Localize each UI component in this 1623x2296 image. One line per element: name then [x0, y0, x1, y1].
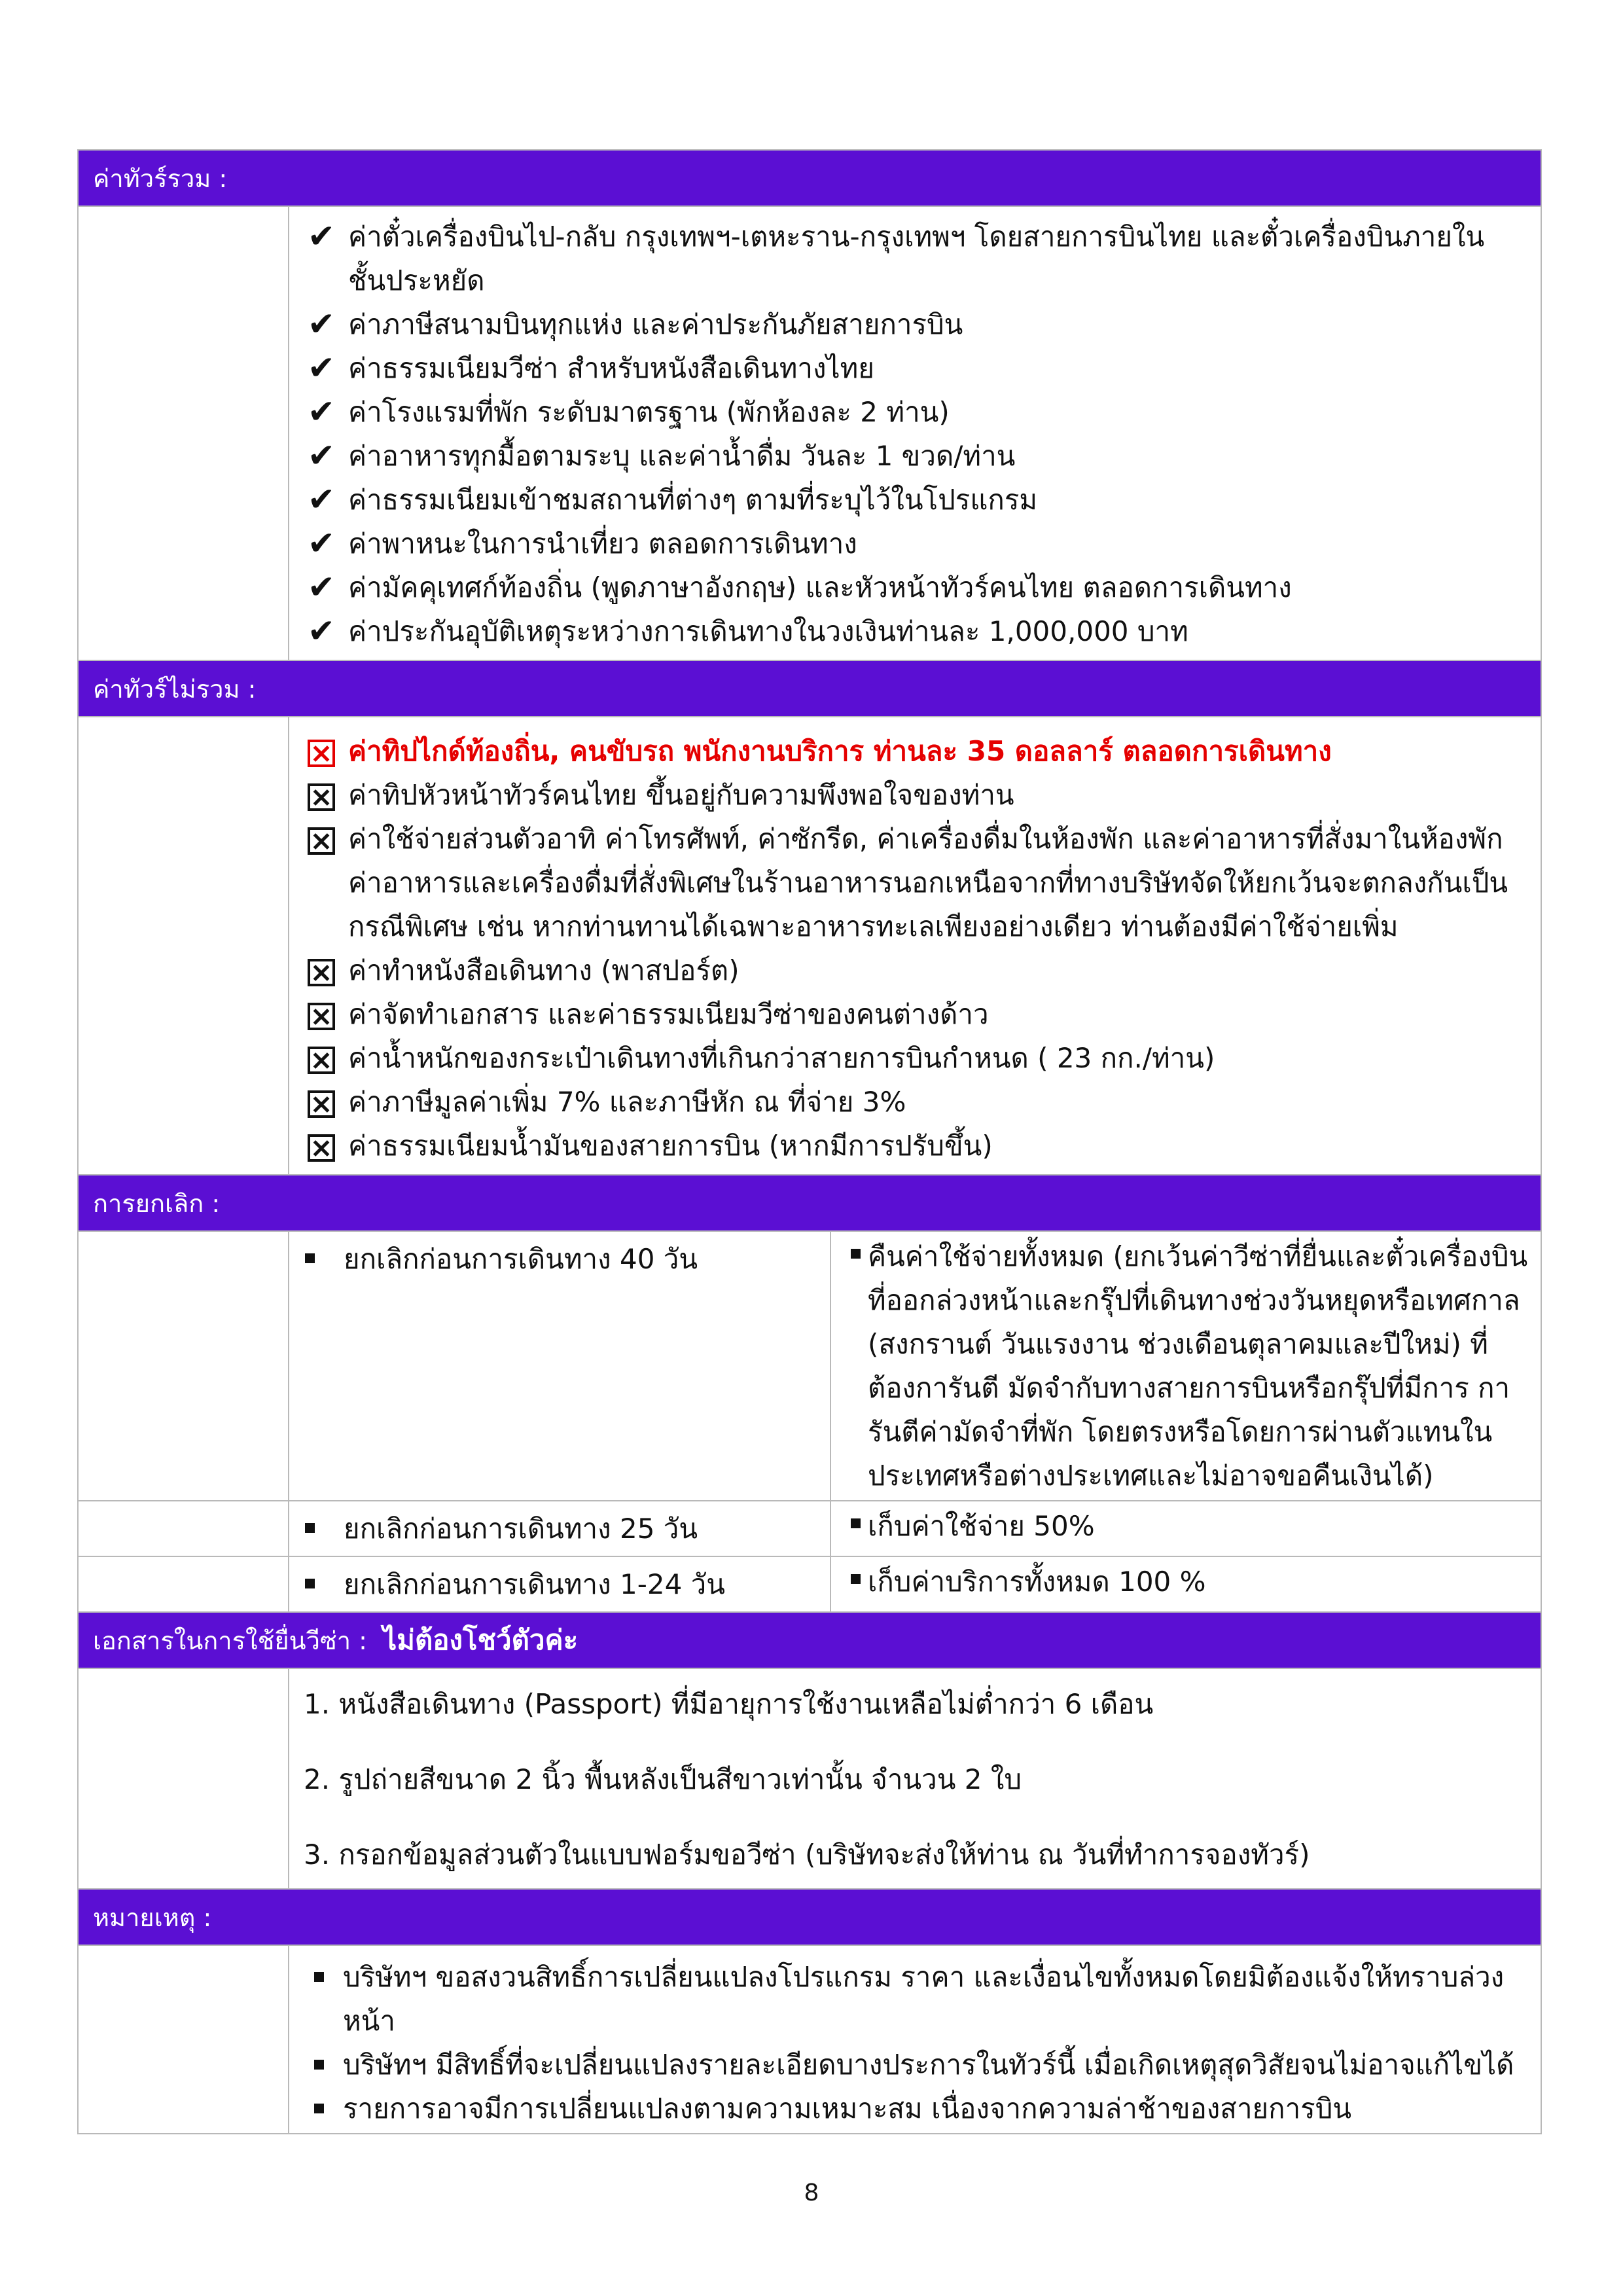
notes-header: หมายเหตุ : — [78, 1889, 1541, 1945]
bullet-icon — [314, 1972, 324, 1982]
list-item: ✔ ค่าพาหนะในการนำเที่ยว ตลอดการเดินทาง — [308, 522, 1529, 565]
cancellation-result: คืนค่าใช้จ่ายทั้งหมด (ยกเว้นค่าวีซ่าที่ยื่นและตั๋วเครื่องบินที่ออกล่วงหน้าและกรุ๊ปที่เดินทางช่วงวันหยุดหรือเทศกาล (สงกรานต์ วันแรงงาน ช่วงเดือนตุลาคมและปีใหม่) ที่ต้องการันตี มัดจำกับทางสายการบินหรือกรุ๊ปที่มีการ การันตีค่ามัดจำที่พัก โดยตรงหรือโดยการผ่านตัวแทนในประเทศหรือต่างประเทศและไม่อาจขอคืนเงินได้) — [830, 1231, 1541, 1501]
bullet-icon — [314, 2060, 324, 2070]
table-row — [78, 1231, 1541, 1501]
visa-docs-cell — [289, 1668, 1541, 1889]
tour-conditions-table — [77, 149, 1542, 2134]
list-item: ✔ ค่าอาหารทุกมื้อตามระบุ และค่าน้ำดื่ม วันละ 1 ขวด/ท่าน — [308, 434, 1529, 478]
check-icon: ✔ — [308, 349, 335, 387]
bullet-icon — [851, 1249, 861, 1259]
check-icon: ✔ — [308, 568, 335, 606]
cancellation-condition: ยกเลิกก่อนการเดินทาง 1-24 วัน — [289, 1556, 830, 1612]
bullet-icon — [305, 1579, 315, 1588]
x-box-icon — [308, 1003, 335, 1030]
table-row — [78, 1501, 1541, 1556]
excluded-header: ค่าทัวร์ไม่รวม : — [78, 660, 1541, 717]
list-item: 1. หนังสือเดินทาง (Passport) ที่มีอายุการใช้งานเหลือไม่ต่ำกว่า 6 เดือน — [304, 1688, 1154, 1720]
list-item: ✔ ค่าธรรมเนียมวีซ่า สำหรับหนังสือเดินทางไทย — [308, 346, 1529, 390]
x-box-icon — [308, 740, 335, 767]
list-item: ค่าน้ำหนักของกระเป๋าเดินทางที่เกินกว่าสายการบินกำหนด ( 23 กก./ท่าน) — [308, 1036, 1529, 1080]
list-item: รายการอาจมีการเปลี่ยนแปลงตามความเหมาะสม เนื่องจากความล่าช้าของสายการบิน — [305, 2087, 1529, 2130]
check-icon: ✔ — [308, 524, 335, 562]
bullet-icon — [305, 1523, 315, 1533]
bullet-icon — [314, 2104, 324, 2113]
list-item: ✔ ค่ามัคคุเทศก์ท้องถิ่น (พูดภาษาอังกฤษ) และหัวหน้าทัวร์คนไทย ตลอดการเดินทาง — [308, 565, 1529, 609]
cancellation-header: การยกเลิก : — [78, 1175, 1541, 1231]
included-cell — [289, 206, 1541, 660]
highlight-list-item: ค่าทิปไกด์ท้องถิ่น, คนขับรถ พนักงานบริการ ท่านละ 35 ดอลลาร์ ตลอดการเดินทาง — [308, 729, 1529, 773]
check-icon: ✔ — [308, 217, 335, 255]
x-box-icon — [308, 783, 335, 811]
list-item: ✔ ค่าตั๋วเครื่องบินไป-กลับ กรุงเทพฯ-เตหะราน-กรุงเทพฯ โดยสายการบินไทย และตั๋วเครื่องบินภายใน ชั้นประหยัด — [308, 215, 1529, 302]
list-item: ค่าภาษีมูลค่าเพิ่ม 7% และภาษีหัก ณ ที่จ่าย 3% — [308, 1080, 1529, 1124]
x-box-icon — [308, 1134, 335, 1162]
list-item: ✔ ค่าโรงแรมที่พัก ระดับมาตรฐาน (พักห้องละ 2 ท่าน) — [308, 390, 1529, 434]
visa-docs-note: ไม่ต้องโชว์ตัวค่ะ — [383, 1624, 579, 1656]
visa-docs-list — [289, 1669, 1541, 1888]
bullet-icon — [851, 1574, 861, 1584]
x-box-icon — [308, 959, 335, 986]
x-box-icon — [308, 1090, 335, 1118]
excluded-cell — [289, 717, 1541, 1175]
check-icon: ✔ — [308, 305, 335, 343]
check-icon: ✔ — [308, 437, 335, 475]
list-item: ค่าธรรมเนียมน้ำมันของสายการบิน (หากมีการปรับขึ้น) — [308, 1124, 1529, 1168]
check-icon: ✔ — [308, 393, 335, 431]
visa-docs-spacer — [78, 1668, 289, 1889]
list-item: ✔ ค่าธรรมเนียมเข้าชมสถานที่ต่างๆ ตามที่ระบุไว้ในโปรแกรม — [308, 478, 1529, 522]
x-box-icon — [308, 827, 335, 855]
notes-spacer — [78, 1945, 289, 2134]
list-item: ค่าจัดทำเอกสาร และค่าธรรมเนียมวีซ่าของคนต่างด้าว — [308, 992, 1529, 1036]
list-item: ค่าทิปหัวหน้าทัวร์คนไทย ขึ้นอยู่กับความพึงพอใจของท่าน — [308, 773, 1529, 817]
check-icon: ✔ — [308, 480, 335, 518]
list-item: ✔ ค่าภาษีสนามบินทุกแห่ง และค่าประกันภัยสายการบิน — [308, 302, 1529, 346]
excluded-spacer — [78, 717, 289, 1175]
included-spacer — [78, 206, 289, 660]
table-row — [78, 1556, 1541, 1612]
list-item: 3. กรอกข้อมูลส่วนตัวในแบบฟอร์มขอวีซ่า (บริษัทจะส่งให้ท่าน ณ วันที่ทำการจองทัวร์) — [304, 1839, 1310, 1871]
list-item: บริษัทฯ มีสิทธิ์ที่จะเปลี่ยนแปลงรายละเอียดบางประการในทัวร์นี้ เมื่อเกิดเหตุสุดวิสัยจนไม่อาจแก้ไขได้ — [305, 2043, 1529, 2087]
list-item: ค่าทำหนังสือเดินทาง (พาสปอร์ต) — [308, 948, 1529, 992]
included-header: ค่าทัวร์รวม : — [78, 150, 1541, 206]
visa-docs-header: เอกสารในการใช้ยื่นวีซ่า : ไม่ต้องโชว์ตัวค่ะ — [78, 1612, 1541, 1668]
list-item: ค่าใช้จ่ายส่วนตัวอาทิ ค่าโทรศัพท์, ค่าซักรีด, ค่าเครื่องดื่มในห้องพัก และค่าอาหารที่สั่งมาในห้องพักค่าอาหารและเครื่องดื่มที่สั่งพิเศษในร้านอาหารนอกเหนือจากที่ทางบริษัทจัดให้ยกเว้นจะตกลงกันเป็นกรณีพิเศษ เช่น หากท่านทานได้เฉพาะอาหารทะเลเพียงอย่างเดียว ท่านต้องมีค่าใช้จ่ายเพิ่ม — [308, 817, 1529, 948]
check-icon: ✔ — [308, 612, 335, 650]
document-page — [77, 149, 1541, 2134]
bullet-icon — [851, 1518, 861, 1528]
page-number: 8 — [804, 2179, 819, 2206]
notes-list — [289, 1946, 1541, 2133]
list-item: ✔ ค่าประกันอุบัติเหตุระหว่างการเดินทางในวงเงินท่านละ 1,000,000 บาท — [308, 609, 1529, 653]
x-box-icon — [308, 1047, 335, 1074]
excluded-list — [289, 717, 1541, 1174]
notes-cell — [289, 1945, 1541, 2134]
cancellation-result: เก็บค่าบริการทั้งหมด 100 % — [830, 1556, 1541, 1612]
bullet-icon — [305, 1253, 315, 1263]
included-list — [289, 207, 1541, 660]
list-item: 2. รูปถ่ายสีขนาด 2 นิ้ว พื้นหลังเป็นสีขาวเท่านั้น จำนวน 2 ใบ — [304, 1763, 1022, 1795]
cancellation-condition: ยกเลิกก่อนการเดินทาง 40 วัน — [289, 1231, 830, 1501]
list-item: บริษัทฯ ขอสงวนสิทธิ์การเปลี่ยนแปลงโปรแกรม ราคา และเงื่อนไขทั้งหมดโดยมิต้องแจ้งให้ทราบล่วงหน้า — [305, 1955, 1529, 2043]
cancellation-condition: ยกเลิกก่อนการเดินทาง 25 วัน — [289, 1501, 830, 1556]
cancellation-result: เก็บค่าใช้จ่าย 50% — [830, 1501, 1541, 1556]
